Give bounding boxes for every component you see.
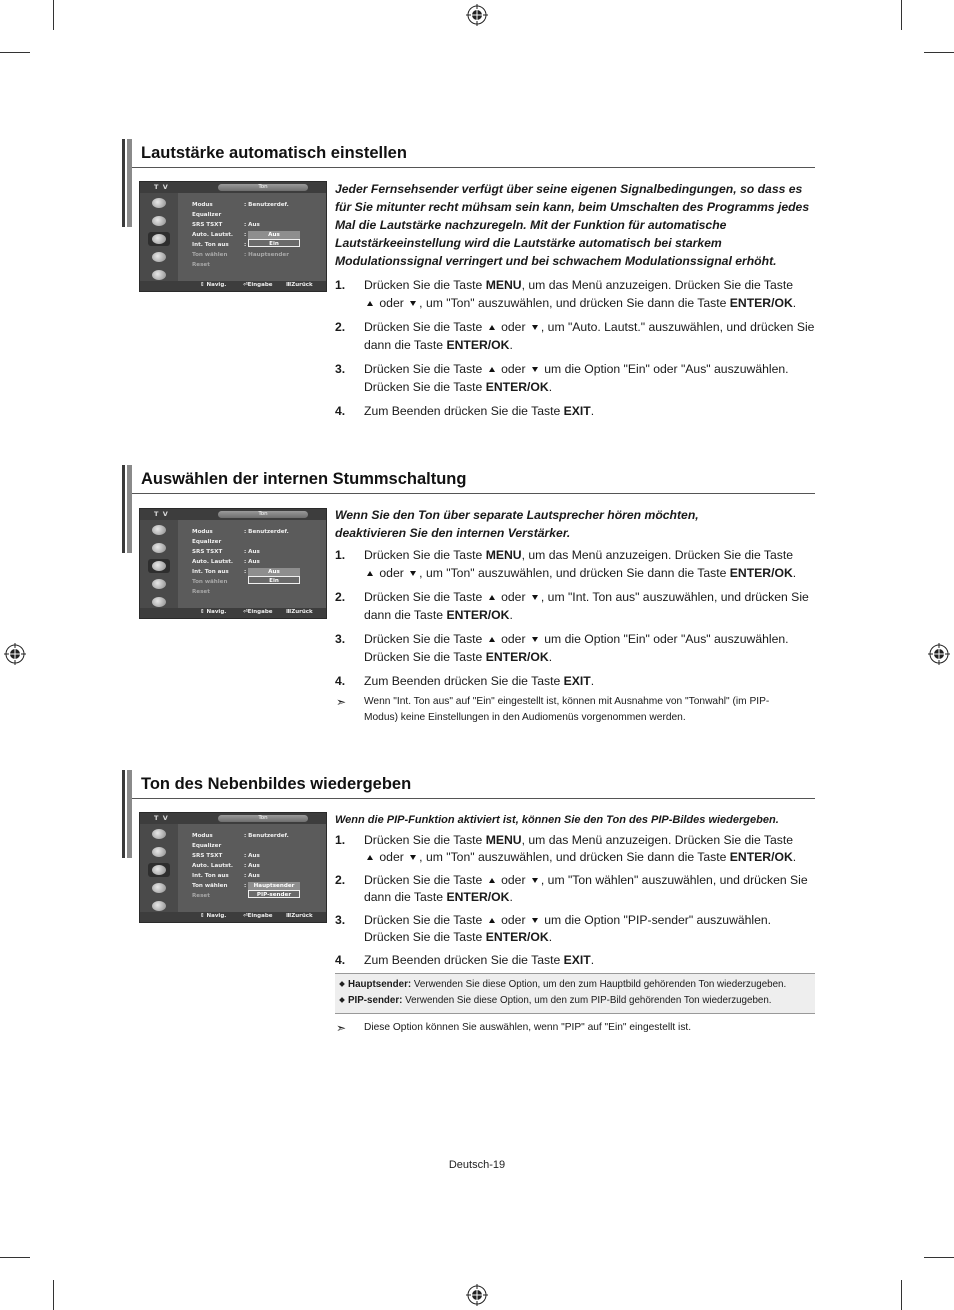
bullet-icon bbox=[339, 997, 345, 1003]
osd-popup bbox=[248, 568, 300, 584]
osd-row: Int. Ton aus : bbox=[192, 242, 247, 248]
step: 4. Zum Beenden drücken Sie die Taste EXIT. bbox=[335, 404, 595, 418]
step: 1. Drücken Sie die Taste MENU, um das Menü anzuzeigen. Drücken Sie die Taste oder , um "Ton" auszuwählen, und drücken Sie dann die Taste ENTER/OK. bbox=[335, 548, 797, 580]
osd-header bbox=[140, 509, 326, 520]
osd-option: Aus bbox=[248, 231, 300, 239]
section-body bbox=[335, 506, 815, 726]
osd-list bbox=[180, 521, 326, 609]
intro-text: Jeder Fernsehsender verfügt über seine eigenen Signalbedingungen, so dass es für Sie mitunter recht mühsam sein kann, beim Umschalten des Programms jedes Mal die Lautstärke nachzuregeln. Mit der Funktion für automatische Lautstärkeeinstellung wird die Lautstärke automatisch bei starkem Modulationssignal verringert und bei schwachem Modulationssignal erhöht. bbox=[335, 182, 810, 268]
setup-icon bbox=[148, 595, 170, 609]
up-arrow-icon bbox=[367, 571, 373, 576]
osd-row: SRS TSXT : Aus bbox=[192, 222, 260, 228]
osd-row: Int. Ton aus : bbox=[192, 569, 247, 575]
osd-tab-ton: Ton bbox=[218, 511, 308, 518]
up-arrow-icon bbox=[489, 878, 495, 883]
step: 1. Drücken Sie die Taste MENU, um das Menü anzuzeigen. Drücken Sie die Taste oder , um "Ton" auszuwählen, und drücken Sie dann die Taste ENTER/OK. bbox=[335, 833, 797, 864]
registration-mark-icon bbox=[466, 4, 488, 26]
section-body bbox=[335, 180, 815, 420]
osd-header bbox=[140, 182, 326, 193]
osd-option-selected: PIP-sender bbox=[248, 890, 300, 898]
up-arrow-icon bbox=[489, 367, 495, 372]
down-arrow-icon bbox=[410, 855, 416, 860]
timer-icon bbox=[148, 881, 170, 895]
steps-list bbox=[335, 546, 815, 690]
section-rule bbox=[132, 167, 815, 168]
note-arrow-icon: ➣ bbox=[336, 1021, 347, 1035]
osd-header bbox=[140, 813, 326, 824]
osd-sidebar bbox=[140, 824, 178, 913]
down-arrow-icon bbox=[532, 878, 538, 883]
up-arrow-icon bbox=[367, 855, 373, 860]
section-rule bbox=[132, 493, 815, 494]
channel-icon bbox=[148, 541, 170, 555]
section-bar bbox=[122, 139, 132, 227]
osd-row: Auto. Lautst. : Aus bbox=[192, 863, 260, 869]
osd-row: Reset bbox=[192, 589, 210, 595]
osd-row: Equalizer bbox=[192, 843, 222, 849]
osd-back-hint: ⅢZurück bbox=[286, 609, 313, 615]
step: 4. Zum Beenden drücken Sie die Taste EXIT. bbox=[335, 953, 595, 967]
section-title: Ton des Nebenbildes wiedergeben bbox=[141, 775, 412, 793]
section-title: Auswählen der internen Stummschaltung bbox=[141, 470, 467, 488]
section-bar bbox=[122, 770, 132, 858]
step: 3. Drücken Sie die Taste oder um die Option "Ein" oder "Aus" auszuwählen. Drücken Sie die Taste ENTER/OK. bbox=[335, 632, 789, 664]
section-body bbox=[335, 811, 815, 1036]
channel-icon bbox=[148, 845, 170, 859]
down-arrow-icon bbox=[532, 325, 538, 330]
osd-option-selected: Ein bbox=[248, 576, 300, 584]
osd-popup bbox=[248, 882, 300, 898]
osd-row: Reset bbox=[192, 262, 210, 268]
down-arrow-icon bbox=[410, 571, 416, 576]
registration-mark-icon bbox=[4, 643, 26, 665]
osd-row: Equalizer bbox=[192, 212, 222, 218]
crop-mark bbox=[53, 0, 54, 30]
timer-icon bbox=[148, 250, 170, 264]
crop-mark bbox=[901, 1280, 902, 1310]
osd-footer bbox=[140, 281, 326, 291]
timer-icon bbox=[148, 577, 170, 591]
osd-row: Reset bbox=[192, 893, 210, 899]
osd-back-hint: ⅢZurück bbox=[286, 913, 313, 919]
sound-icon bbox=[148, 559, 170, 573]
step: 2. Drücken Sie die Taste oder , um "Ton wählen" auszuwählen, und drücken Sie dann die Taste ENTER/OK. bbox=[335, 873, 808, 904]
section-rule bbox=[132, 798, 815, 799]
osd-row: SRS TSXT : Aus bbox=[192, 549, 260, 555]
note: ➣ Diese Option können Sie auswählen, wenn "PIP" auf "Ein" eingestellt ist. bbox=[336, 1021, 692, 1035]
section-title: Lautstärke automatisch einstellen bbox=[141, 144, 407, 162]
step: 1. Drücken Sie die Taste MENU, um das Menü anzuzeigen. Drücken Sie die Taste oder , um "Ton" auszuwählen, und drücken Sie dann die Taste ENTER/OK. bbox=[335, 278, 797, 310]
step: 2. Drücken Sie die Taste oder , um "Int. Ton aus" auszuwählen, und drücken Sie dann die Taste ENTER/OK. bbox=[335, 590, 809, 622]
crop-mark bbox=[53, 1280, 54, 1310]
osd-menu-screenshot bbox=[139, 508, 327, 619]
picture-icon bbox=[148, 196, 170, 210]
osd-list bbox=[180, 194, 326, 282]
crop-mark bbox=[0, 52, 30, 53]
note: ➣ Wenn "Int. Ton aus" auf "Ein" eingestellt ist, können mit Ausnahme von "Tonwahl" (im PIP-Modus) keine Einstellungen in den Audiomenüs vorgenommen werden. bbox=[336, 695, 770, 723]
osd-row: Ton wählen : bbox=[192, 883, 247, 889]
osd-menu-screenshot bbox=[139, 812, 327, 923]
osd-row: Equalizer bbox=[192, 539, 222, 545]
up-arrow-icon bbox=[367, 301, 373, 306]
osd-option: Hauptsender bbox=[248, 882, 300, 890]
osd-tv-label: T V bbox=[154, 183, 169, 191]
osd-sidebar bbox=[140, 193, 178, 282]
intro-text: Wenn die PIP-Funktion aktiviert ist, können Sie den Ton des PIP-Bildes wiedergeben. bbox=[335, 814, 779, 826]
picture-icon bbox=[148, 523, 170, 537]
osd-nav-hint: ⇕ Navig. bbox=[200, 609, 227, 615]
up-arrow-icon bbox=[489, 595, 495, 600]
osd-sidebar bbox=[140, 520, 178, 609]
osd-row: Auto. Lautst. : bbox=[192, 232, 247, 238]
down-arrow-icon bbox=[532, 918, 538, 923]
setup-icon bbox=[148, 268, 170, 282]
picture-icon bbox=[148, 827, 170, 841]
osd-row: Modus : Benutzerdef. bbox=[192, 529, 289, 535]
osd-back-hint: ⅢZurück bbox=[286, 282, 313, 288]
osd-enter-hint: ⏎Eingabe bbox=[243, 913, 273, 919]
info-row: Hauptsender: Verwenden Sie diese Option, um den zum Hauptbild gehörenden Ton wiederzugeben. bbox=[339, 977, 811, 993]
registration-mark-icon bbox=[928, 643, 950, 665]
crop-mark bbox=[0, 1257, 30, 1258]
osd-tab-ton: Ton bbox=[218, 184, 308, 191]
step: 4. Zum Beenden drücken Sie die Taste EXIT. bbox=[335, 674, 595, 688]
bullet-icon bbox=[339, 981, 345, 987]
osd-tab-ton: Ton bbox=[218, 815, 308, 822]
sound-icon bbox=[148, 232, 170, 246]
intro-text: Wenn Sie den Ton über separate Lautsprecher hören möchten, deaktivieren Sie den internen Verstärker. bbox=[335, 508, 699, 540]
up-arrow-icon bbox=[489, 325, 495, 330]
up-arrow-icon bbox=[489, 637, 495, 642]
crop-mark bbox=[924, 1257, 954, 1258]
sound-icon bbox=[148, 863, 170, 877]
osd-option: Aus bbox=[248, 568, 300, 576]
registration-mark-icon bbox=[466, 1284, 488, 1306]
osd-tv-label: T V bbox=[154, 510, 169, 518]
crop-mark bbox=[901, 0, 902, 30]
osd-nav-hint: ⇕ Navig. bbox=[200, 282, 227, 288]
setup-icon bbox=[148, 899, 170, 913]
osd-footer bbox=[140, 608, 326, 618]
osd-enter-hint: ⏎Eingabe bbox=[243, 282, 273, 288]
step: 3. Drücken Sie die Taste oder um die Option "Ein" oder "Aus" auszuwählen. Drücken Sie die Taste ENTER/OK. bbox=[335, 362, 789, 394]
osd-nav-hint: ⇕ Navig. bbox=[200, 913, 227, 919]
down-arrow-icon bbox=[532, 595, 538, 600]
channel-icon bbox=[148, 214, 170, 228]
osd-row: Modus : Benutzerdef. bbox=[192, 202, 289, 208]
osd-list bbox=[180, 825, 326, 913]
osd-row: Ton wählen : Hauptsender bbox=[192, 252, 289, 258]
info-box bbox=[335, 973, 815, 1014]
down-arrow-icon bbox=[532, 367, 538, 372]
osd-menu-screenshot bbox=[139, 181, 327, 292]
crop-mark bbox=[924, 52, 954, 53]
down-arrow-icon bbox=[410, 301, 416, 306]
page-number: Deutsch-19 bbox=[448, 1159, 506, 1171]
step: 2. Drücken Sie die Taste oder , um "Auto. Lautst." auszuwählen, und drücken Sie dann die Taste ENTER/OK. bbox=[335, 320, 815, 352]
step: 3. Drücken Sie die Taste oder um die Option "PIP-sender" auszuwählen. Drücken Sie die Taste ENTER/OK. bbox=[335, 913, 772, 944]
osd-enter-hint: ⏎Eingabe bbox=[243, 609, 273, 615]
osd-row: Ton wählen bbox=[192, 579, 228, 585]
up-arrow-icon bbox=[489, 918, 495, 923]
osd-option-selected: Ein bbox=[248, 239, 300, 247]
steps-list bbox=[335, 276, 815, 420]
osd-popup bbox=[248, 231, 300, 247]
info-row: PIP-sender: Verwenden Sie diese Option, um den zum PIP-Bild gehörenden Ton wiederzugeben. bbox=[339, 993, 811, 1009]
osd-row: SRS TSXT : Aus bbox=[192, 853, 260, 859]
osd-footer bbox=[140, 912, 326, 922]
osd-row: Auto. Lautst. : Aus bbox=[192, 559, 260, 565]
osd-tv-label: T V bbox=[154, 814, 169, 822]
down-arrow-icon bbox=[532, 637, 538, 642]
steps-list bbox=[335, 832, 815, 969]
osd-row: Int. Ton aus : Aus bbox=[192, 873, 260, 879]
section-bar bbox=[122, 465, 132, 553]
osd-row: Modus : Benutzerdef. bbox=[192, 833, 289, 839]
note-arrow-icon: ➣ bbox=[336, 695, 347, 709]
